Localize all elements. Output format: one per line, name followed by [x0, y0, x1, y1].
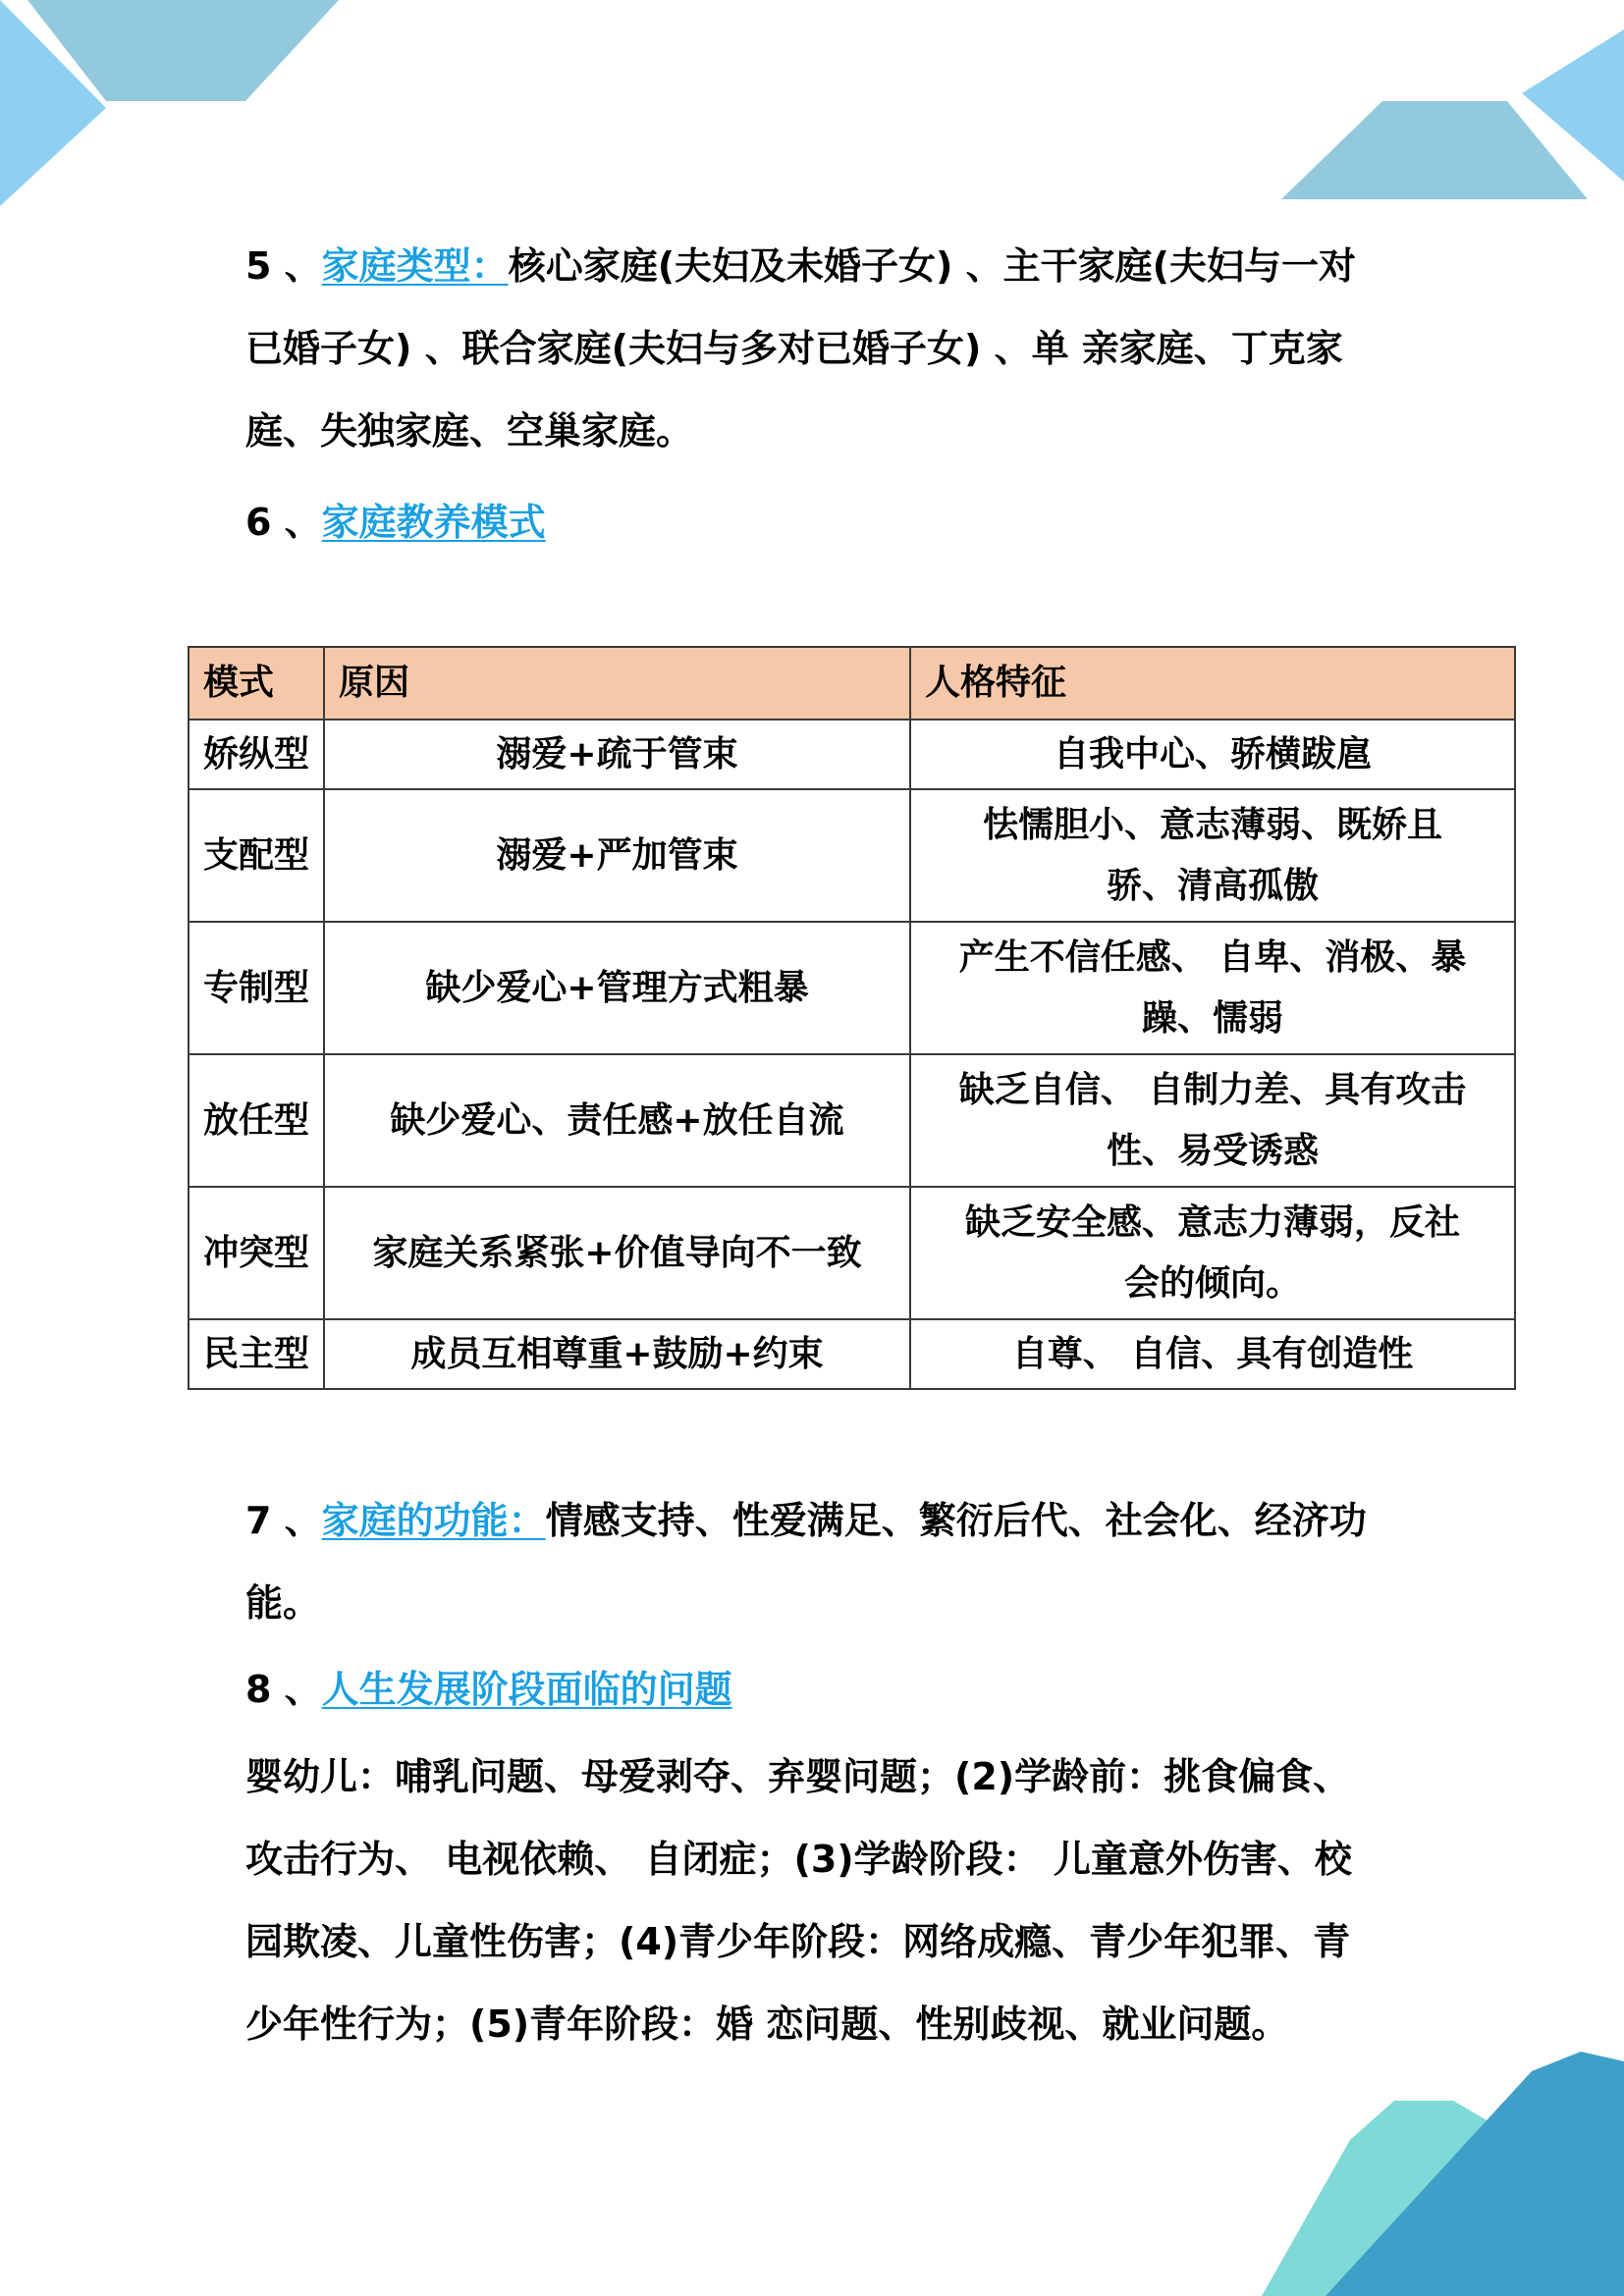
traits-line: 自我中心、骄横跋扈: [1053, 733, 1372, 774]
section7-line1: [245, 1495, 1424, 1546]
traits-cell: [910, 1319, 1515, 1389]
traits-line: 缺乏安全感、意志力薄弱，反社: [964, 1201, 1460, 1243]
traits-cell: [910, 922, 1515, 1054]
traits-line: 会的倾向。: [1123, 1262, 1301, 1304]
traits-cell: [910, 789, 1515, 922]
traits-line: 骄、清高孤傲: [1106, 865, 1319, 906]
top-right-trapezoid: [1281, 101, 1588, 199]
section8-text-line: 婴幼儿：哺乳问题、母爱剥夺、弃婴问题；(2)学龄前：挑食偏食、: [245, 1755, 1351, 1798]
mode-cell: 民主型: [189, 1319, 324, 1389]
table-header-row: [189, 647, 1515, 720]
section7-heading-link[interactable]: 家庭的功能：: [321, 1499, 546, 1542]
traits-line: 性、易受诱惑: [1106, 1130, 1319, 1171]
section8-number: 8 、: [245, 1668, 322, 1711]
traits-cell: [910, 1054, 1515, 1187]
cause-cell: 缺少爱心+管理方式粗暴: [324, 922, 910, 1054]
traits-line: 自尊、 自信、具有创造性: [1011, 1333, 1414, 1374]
traits-line: 产生不信任感、 自卑、消极、暴: [958, 936, 1467, 978]
section5-line1: [245, 240, 1424, 292]
section7-line2: 能。: [245, 1581, 321, 1625]
mode-cell: 娇纵型: [189, 720, 324, 789]
table-row: [189, 1319, 1515, 1389]
parenting-styles-table: [188, 646, 1516, 1390]
section6-number: 6 、: [245, 501, 322, 544]
cause-cell: 溺爱+疏于管束: [324, 720, 910, 789]
section5-line3: 庭、失独家庭、空巢家庭。: [245, 409, 694, 453]
cause-cell: 成员互相尊重+鼓励+约束: [324, 1319, 910, 1389]
mode-cell: 支配型: [189, 789, 324, 922]
table-row: [189, 922, 1515, 1054]
header-mode: 模式: [189, 647, 324, 720]
table-row: [189, 1187, 1515, 1319]
section5-line2: 已婚子女) 、联合家庭(夫妇与多对已婚子女) 、单 亲家庭、丁克家: [245, 327, 1343, 370]
header-traits: 人格特征: [910, 647, 1515, 720]
section5-number: 5 、: [245, 244, 322, 288]
mode-cell: 冲突型: [189, 1187, 324, 1319]
header-cause: 原因: [324, 647, 910, 720]
traits-cell: [910, 1187, 1515, 1319]
cause-cell: 家庭关系紧张+价值导向不一致: [324, 1187, 910, 1319]
traits-line: 躁、懦弱: [1141, 997, 1283, 1039]
cause-cell: 溺爱+严加管束: [324, 789, 910, 922]
section8-heading-link[interactable]: 人生发展阶段面临的问题: [321, 1668, 732, 1711]
section7-number: 7 、: [245, 1499, 322, 1542]
mode-cell: 专制型: [189, 922, 324, 1054]
section7-text: 情感支持、性爱满足、繁衍后代、社会化、经济功: [545, 1499, 1367, 1542]
table-row: [189, 789, 1515, 922]
traits-line: 怯懦胆小、意志薄弱、既娇且: [982, 804, 1442, 845]
section8-heading: [245, 1664, 1424, 1715]
section6-heading: [245, 497, 1424, 548]
table-row: [189, 720, 1515, 789]
section6-heading-link[interactable]: 家庭教养模式: [321, 501, 546, 544]
traits-cell: [910, 720, 1515, 789]
section8-text-line: 少年性行为；(5)青年阶段：婚 恋问题、性别歧视、就业问题。: [245, 2002, 1289, 2046]
section8-text-line: 攻击行为、 电视依赖、 自闭症；(3)学龄阶段： 儿童意外伤害、校: [245, 1838, 1352, 1881]
section5-text: 核心家庭(夫妇及未婚子女) 、主干家庭(夫妇与一对: [508, 244, 1357, 288]
cause-cell: 缺少爱心、责任感+放任自流: [324, 1054, 910, 1187]
traits-line: 缺乏自信、 自制力差、具有攻击: [958, 1069, 1467, 1110]
table-row: [189, 1054, 1515, 1187]
mode-cell: 放任型: [189, 1054, 324, 1187]
section8-text-line: 园欺凌、儿童性伤害；(4)青少年阶段：网络成瘾、青少年犯罪、青: [245, 1920, 1351, 1963]
section5-heading-link[interactable]: 家庭类型：: [321, 244, 509, 288]
